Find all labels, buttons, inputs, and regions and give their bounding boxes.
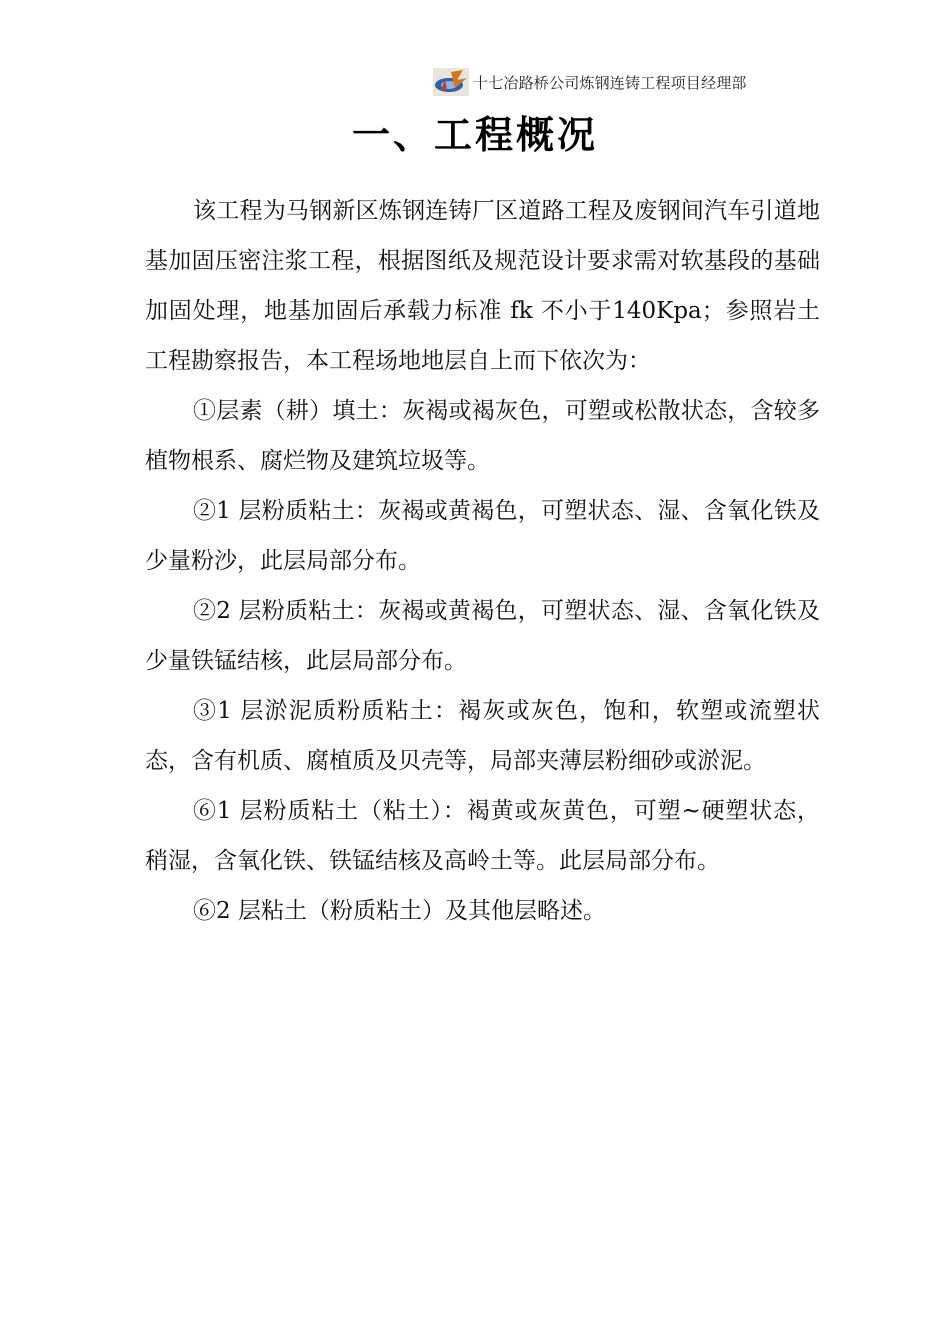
layer-6-2-paragraph: ⑥2 层粘土（粉质粘土）及其他层略述。 [193,898,606,924]
intro-paragraph: 该工程为马钢新区炼钢连铸厂区道路工程及废钢间汽车引道地基加固压密注浆工程，根据图纸及规范设计要求需对软基段的基础加固处理，地基加固后承载力标准 fk 不小于140Kpa；参照岩土工程勘察报告，本工程场地地层自上而下依次为： [145,198,820,374]
layer-3-1-paragraph: ③1 层淤泥质粉质粘土：褐灰或灰色，饱和，软塑或流塑状态，含有机质、腐植质及贝壳等，局部夹薄层粉细砂或淤泥。 [145,698,820,774]
section-title: 一、工程概况 [351,113,598,157]
layer-6-1-paragraph: ⑥1 层粉质粘土（粘土）：褐黄或灰黄色，可塑~硬塑状态，稍湿，含氧化铁、铁锰结核及高岭土等。此层局部分布。 [145,798,820,874]
layer-2-2-paragraph: ②2 层粉质粘土：灰褐或黄褐色，可塑状态、湿、含氧化铁及少量铁锰结核，此层局部分布。 [145,598,820,674]
layer-2-1-paragraph: ②1 层粉质粘土：灰褐或黄褐色，可塑状态、湿、含氧化铁及少量粉沙，此层局部分布。 [145,498,820,574]
document-body [145,186,820,936]
company-logo-icon [433,68,469,96]
page-header [433,66,747,98]
company-header-text: 十七冶路桥公司炼钢连铸工程项目经理部 [473,73,747,92]
layer-1-paragraph: ①层素（耕）填土：灰褐或褐灰色，可塑或松散状态，含较多植物根系、腐烂物及建筑垃圾等。 [145,398,820,474]
